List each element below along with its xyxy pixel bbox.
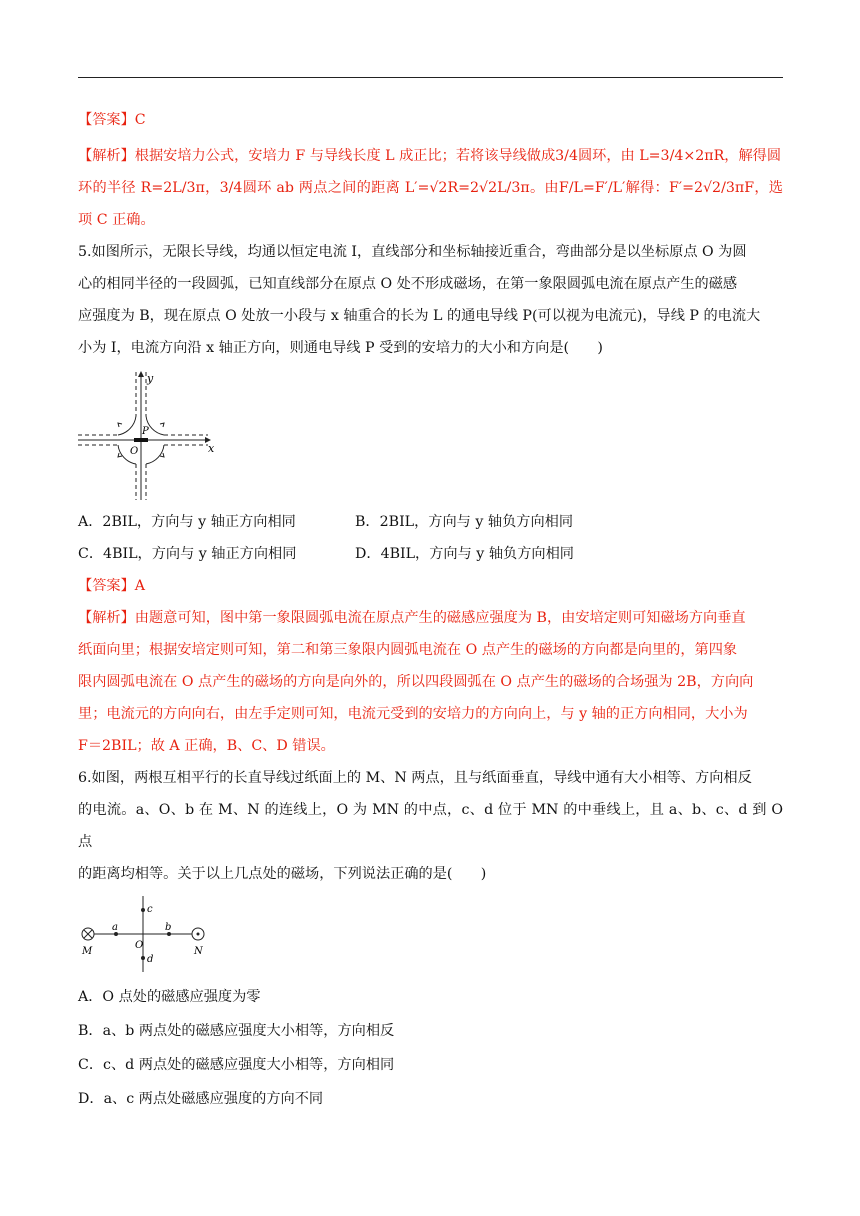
q5-figure — [78, 366, 783, 502]
q5-options-row2 — [78, 538, 783, 570]
q5-option-c[interactable]: C．4BIL，方向与 y 轴正方向相同 — [78, 546, 297, 562]
q5-option-d[interactable]: D．4BIL，方向与 y 轴负方向相同 — [355, 546, 574, 562]
q5-option-a[interactable]: A．2BIL，方向与 y 轴正方向相同 — [78, 514, 296, 530]
q5-answer: 【答案】A — [78, 578, 146, 594]
header-rule — [78, 77, 783, 78]
origin-label: O — [130, 446, 139, 457]
coordinate-arc-diagram — [78, 366, 238, 502]
q6-option-d[interactable]: D．a、c 两点处磁感应强度的方向不同 — [78, 1091, 324, 1107]
n-label: N — [194, 946, 203, 957]
m-label: M — [82, 946, 93, 957]
d-label: d — [147, 954, 154, 965]
q6-stem: 6.如图，两根互相平行的长直导线过纸面上的 M、N 两点，且与纸面垂直，导线中通有大小相等、方向相反 的电流。a、O、b 在 M、N 的连线上，O 为 MN 的中点，c、d 位于 MN 的中垂线上，且 a、b、c、d 到 O 点 的距离均相等。关于以上几点处的磁场，下列说法正确的是( ) — [78, 770, 783, 882]
conductor-p — [134, 438, 148, 442]
x-axis-label: x — [208, 442, 215, 455]
document-page — [78, 104, 783, 1116]
q4-answer: 【答案】C — [78, 112, 146, 128]
q6-option-c[interactable]: C．c、d 两点处的磁感应强度大小相等，方向相同 — [78, 1057, 395, 1073]
a-label: a — [112, 922, 118, 933]
q6-option-b[interactable]: B．a、b 两点处的磁感应强度大小相等，方向相反 — [78, 1023, 395, 1039]
q4-analysis: 【解析】根据安培力公式，安培力 F 与导线长度 L 成正比；若将该导线做成3/4圆环，由 L=3/4×2πR，解得圆 环的半径 R=2L/3π，3/4圆环 ab 两点之间的距离 L′=√2R=2√2L/3π。由F/L=F′/L′解得：F′=2√2/3πF，选项 C 正确。 — [78, 148, 783, 228]
q5-stem: 5.如图所示，无限长导线，均通以恒定电流 I，直线部分和坐标轴接近重合，弯曲部分是以坐标原点 O 为圆 心的相同半径的一段圆弧，已知直线部分在原点 O 处不形成磁场，在第一象限圆弧电流在原点产生的磁感 应强度为 B，现在原点 O 处放一小段与 x 轴重合的长为 L 的通电导线 P(可以视为电流元)，导线 P 的电流大 小为 I，电流方向沿 x 轴正方向，则通电导线 P 受到的安培力的大小和方向是( ) — [78, 244, 761, 356]
c-label: c — [147, 904, 153, 915]
b-label: b — [165, 922, 172, 933]
q6-figure — [78, 892, 783, 976]
q5-analysis: 【解析】由题意可知，图中第一象限圆弧电流在原点产生的磁感应强度为 B，由安培定则可知磁场方向垂直 纸面向里；根据安培定则可知，第二和第三象限内圆弧电流在 O 点产生的磁场的方向都是向里的，第四象 限内圆弧电流在 O 点产生的磁场的方向是向外的，所以四段圆弧在 O 点产生的磁场的合场强为 2B，方向向 里；电流元的方向向右，由左手定则可知，电流元受到的安培力的方向向上，与 y 轴的正方向相同，大小为 F＝2BIL；故 A 正确，B、C、D 错误。 — [78, 610, 754, 754]
p-label: P — [142, 426, 149, 437]
y-axis-label: y — [147, 372, 154, 385]
q5-options-row1 — [78, 506, 783, 538]
parallel-wires-diagram — [78, 892, 228, 976]
q5-option-b[interactable]: B．2BIL，方向与 y 轴负方向相同 — [355, 514, 574, 530]
o-label: O — [135, 940, 144, 951]
q6-option-a[interactable]: A．O 点处的磁感应强度为零 — [78, 989, 261, 1005]
